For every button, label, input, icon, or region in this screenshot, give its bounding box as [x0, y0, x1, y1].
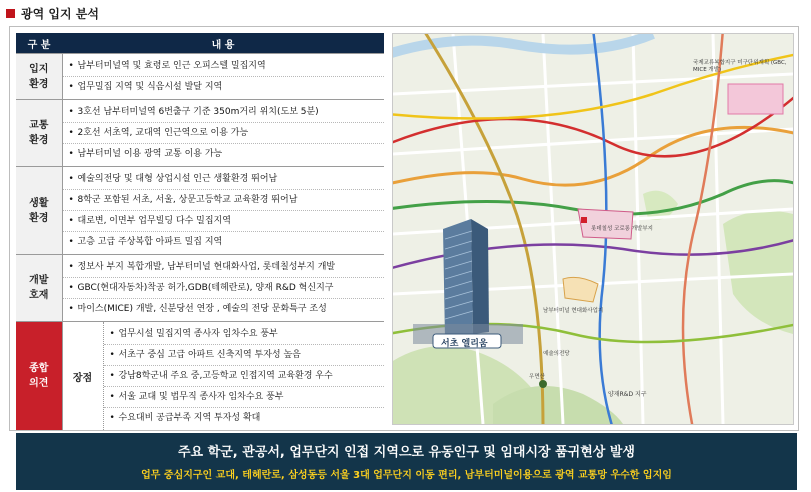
list-item [104, 365, 385, 386]
row-content [62, 54, 384, 100]
title-bullet-icon [6, 9, 15, 18]
row-category-line: 생활 [29, 197, 49, 209]
row-content [62, 167, 384, 255]
bullet-icon: • [68, 61, 74, 71]
banner-subline: 업무 중심지구인 교대, 테헤란로, 삼성동등 서울 3대 업무단지 이동 편리, 남부터미널이용으로 광역 교통망 우수한 입지임 [141, 470, 672, 481]
list-item-text: 남부터미널역 및 효령로 인근 오피스텔 밀집지역 [77, 61, 266, 71]
row-category-line: 호재 [29, 290, 49, 301]
bullet-icon: • [68, 195, 74, 205]
list-item-text: 고층 고급 주상복합 아파트 밀집 지역 [77, 237, 223, 247]
row-category-line: 종합 [29, 363, 49, 374]
row-item-list [63, 167, 385, 254]
woomyeon-mountain-icon [539, 380, 547, 388]
header-category: 구 분 [16, 33, 62, 54]
list-item [63, 210, 385, 231]
row-category-line: 교통 [29, 120, 49, 131]
location-analysis-table [16, 33, 384, 430]
list-item-text: 예술의전당 및 대형 상업시설 인근 생활환경 뛰어남 [77, 174, 278, 184]
bullet-icon: • [68, 237, 74, 247]
banner-headline: 주요 학군, 관공서, 업무단지 인접 지역으로 유동인구 및 임대시장 품귀현상 발생 [178, 445, 635, 460]
row-item-list [63, 54, 385, 99]
bullet-icon: • [68, 262, 74, 272]
bullet-icon: • [68, 128, 74, 138]
list-item [104, 386, 385, 407]
list-item-text: 서울 교대 및 법무직 종사자 임차수요 풍부 [118, 392, 284, 402]
section-title [6, 3, 99, 23]
list-item-text: 마이스(MICE) 개발, 신분당선 연장 , 예술의 전당 문화특구 조성 [77, 304, 327, 314]
bullet-icon: • [68, 149, 74, 159]
yangjae-label: 양재R&D 지구 [608, 391, 647, 398]
bullet-icon: • [68, 82, 74, 92]
row-category [16, 54, 62, 100]
row-category-line: 환경 [29, 212, 49, 224]
list-item-text: 8학군 포함된 서초, 서울, 상문고등학교 교육환경 뛰어남 [77, 195, 298, 205]
sub-section [63, 322, 385, 430]
bullet-icon: • [68, 283, 74, 293]
list-item-text: 강남8학군내 주요 중,고등학교 인접지역 교육환경 우수 [118, 371, 333, 381]
list-item [63, 102, 385, 122]
gbc-zone [728, 84, 783, 114]
row-content [62, 322, 384, 431]
list-item [63, 257, 385, 277]
table-row [16, 100, 384, 167]
row-category [16, 167, 62, 255]
bullet-icon: • [109, 392, 115, 402]
list-item-text: 서초구 중심 고급 아파트 신축지역 투자성 높음 [118, 350, 301, 360]
row-category-line: 환경 [29, 135, 49, 146]
list-item [63, 277, 385, 298]
building-name-label: 서초 엘리움 [441, 339, 488, 349]
list-item [104, 407, 385, 428]
row-content [62, 100, 384, 167]
row-item-list [63, 255, 385, 321]
list-item [63, 143, 385, 164]
list-item [63, 122, 385, 143]
sub-label: 장점 [63, 322, 104, 430]
row-category-line: 의견 [29, 378, 49, 389]
list-item [63, 169, 385, 189]
arts-label: 예술의전당 [543, 351, 570, 357]
row-category-line: 개발 [29, 275, 49, 286]
site-marker [581, 217, 587, 223]
table-row [16, 322, 384, 431]
row-item-list [63, 100, 385, 166]
list-item-text: 남부터미널 이용 광역 교통 이용 가능 [77, 149, 223, 159]
list-item [63, 76, 385, 97]
summary-banner [16, 433, 797, 490]
row-category-line: 입지 [29, 63, 49, 75]
gbc-label: 국제교류복합지구 미구단위계획 (GBC, MICE 개발) [693, 60, 787, 73]
table-row [16, 54, 384, 100]
list-item [63, 231, 385, 252]
list-item [63, 189, 385, 210]
list-item-text: GBC(현대자동차)착공 허가,GDB(테헤란로), 양재 R&D 혁신지구 [77, 283, 334, 293]
area-map [392, 33, 794, 425]
list-item [104, 344, 385, 365]
woomyeon-label: 우면산 [529, 374, 545, 380]
bullet-icon: • [68, 107, 74, 117]
list-item-text: 수요대비 공급부족 지역 투자성 확대 [118, 413, 261, 423]
row-category [16, 255, 62, 322]
bullet-icon: • [68, 216, 74, 226]
bullet-icon: • [109, 350, 115, 360]
section-title-text: 광역 입지 분석 [21, 6, 99, 21]
list-item-text: 3호선 남부터미널역 6번출구 기준 350m거리 위치(도보 5분) [77, 107, 319, 117]
row-item-list [104, 322, 385, 430]
list-item-text: 업무밀집 지역 및 식음시설 발달 지역 [77, 82, 223, 92]
list-item-text: 2호선 서초역, 교대역 인근역으로 이용 가능 [77, 128, 249, 138]
list-item [63, 298, 385, 319]
bullet-icon: • [68, 174, 74, 184]
lotte-label: 롯데칠성 코로롱 개발부지 [591, 226, 653, 232]
row-category [16, 100, 62, 167]
bullet-icon: • [109, 371, 115, 381]
list-item [63, 56, 385, 76]
header-content: 내 용 [62, 33, 384, 54]
terminal-label: 남부터미널 현대화사업지 [543, 308, 604, 314]
table-row [16, 167, 384, 255]
table-row [16, 255, 384, 322]
row-content [62, 255, 384, 322]
list-item-text: 업무시설 밀집지역 종사자 임차수요 풍부 [118, 329, 278, 339]
list-item-text: 정보사 부지 복합개발, 남부터미널 현대화사업, 롯데칠성부지 개발 [77, 262, 336, 272]
bullet-icon: • [68, 304, 74, 314]
row-category [16, 322, 62, 431]
list-item [104, 324, 385, 344]
row-category-line: 환경 [29, 78, 49, 90]
bullet-icon: • [109, 329, 115, 339]
list-item-text: 대로변, 이면부 업무빌딩 다수 밀집지역 [77, 216, 231, 226]
bullet-icon: • [109, 413, 115, 423]
